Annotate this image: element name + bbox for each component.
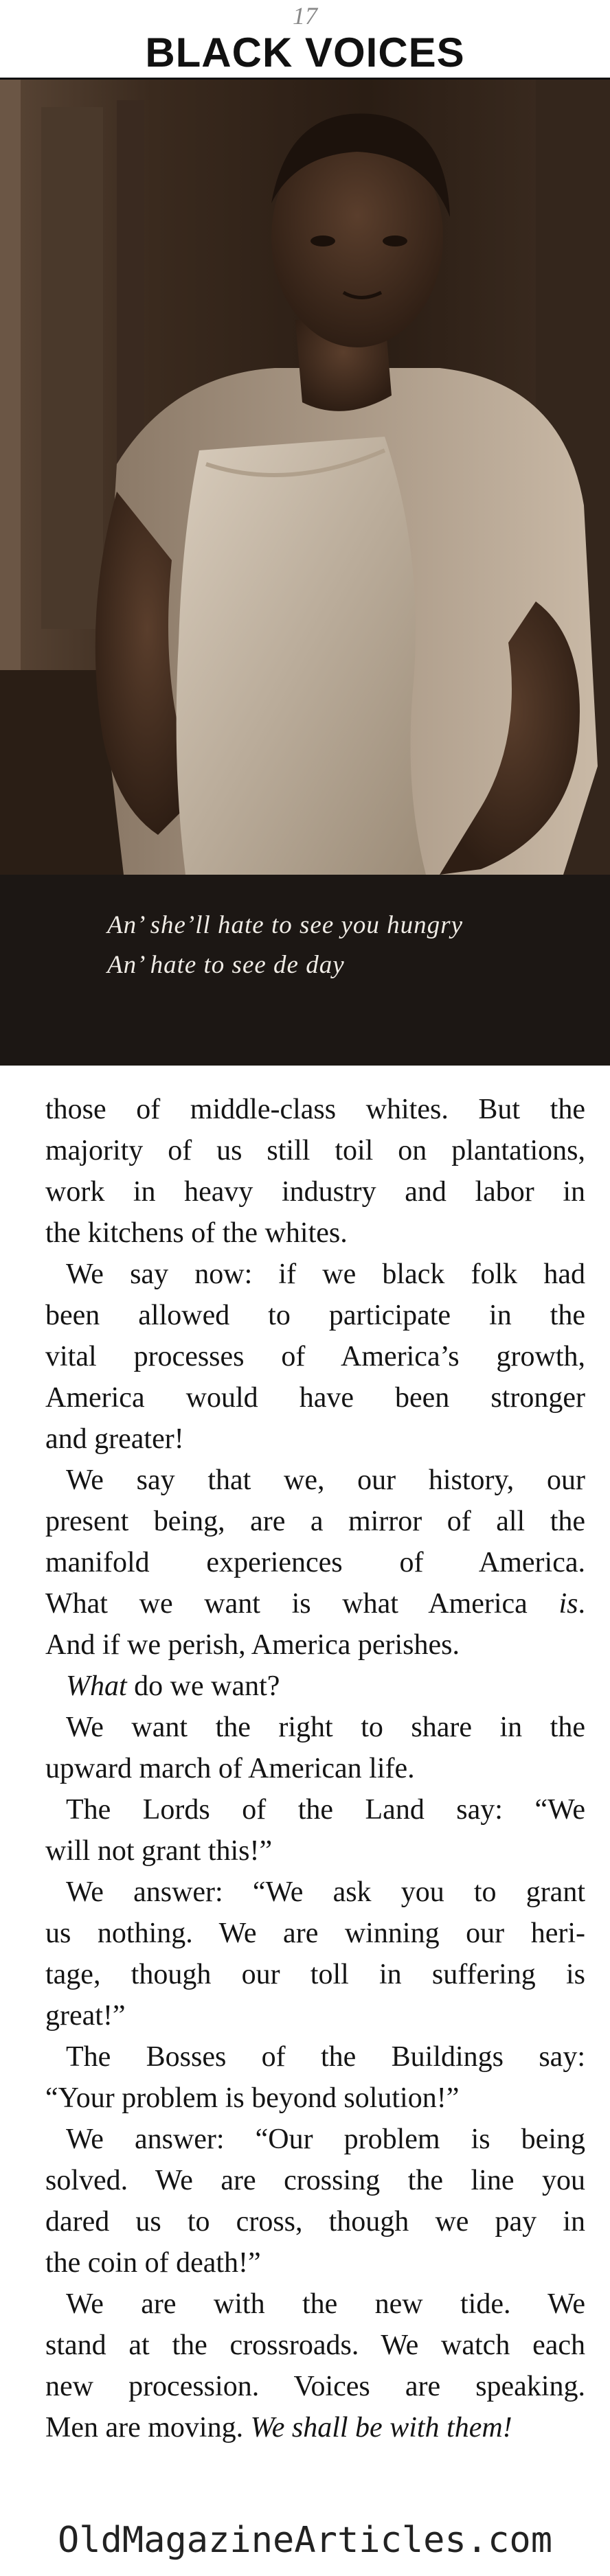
watermark: OldMagazineArticles.com [57, 2520, 553, 2561]
text-line: We want the right to share in the [66, 1712, 585, 1743]
text-line: We answer: “We ask you to grant [66, 1876, 585, 1908]
paragraph-7 [45, 1872, 585, 2036]
text-line [45, 1666, 585, 1707]
paragraph-3 [45, 1460, 585, 1666]
article-body [45, 1089, 585, 2448]
text-segment: Men are moving. [45, 2412, 251, 2443]
text-line: We answer: “Our problem is being [66, 2124, 585, 2155]
caption-line-1: An’ she’ll hate to see you hungry [107, 911, 463, 939]
text-line: vital processes of America’s growth, [45, 1341, 585, 1372]
paragraph-8 [45, 2036, 585, 2119]
text-line: present being, are a mirror of all the [45, 1506, 585, 1537]
page-number: 17 [293, 2, 317, 30]
text-line: solved. We are crossing the line you [45, 2165, 585, 2196]
text-segment: What we want is what America [45, 1588, 559, 1620]
photo-caption [0, 875, 610, 1066]
text-line: and greater! [45, 1423, 184, 1455]
paragraph-1 [45, 1089, 585, 1254]
text-line: manifold experiences of America. [45, 1547, 585, 1578]
text-line: The Lords of the Land say: “We [66, 1794, 585, 1826]
page-title: BLACK VOICES [0, 30, 610, 80]
text-segment: . [578, 1588, 585, 1620]
emphasis-text: What [66, 1670, 127, 1702]
paragraph-5 [45, 1707, 585, 1789]
paragraph-2 [45, 1254, 585, 1460]
text-line: us nothing. We are winning our heri- [45, 1918, 585, 1949]
text-line: the kitchens of the whites. [45, 1217, 348, 1249]
text-line [45, 2407, 585, 2448]
text-line: dared us to cross, though we pay in [45, 2206, 585, 2238]
text-line: America would have been stronger [45, 1382, 585, 1414]
text-line: will not grant this!” [45, 1835, 273, 1867]
text-line: the coin of death!” [45, 2247, 261, 2279]
text-line: majority of us still toil on plantations, [45, 1135, 585, 1166]
paragraph-9 [45, 2119, 585, 2284]
text-line: tage, though our toll in suffering is [45, 1959, 585, 1990]
text-line: been allowed to participate in the [45, 1300, 585, 1331]
paragraph-4 [45, 1666, 585, 1707]
text-line: new procession. Voices are speaking. [45, 2371, 585, 2402]
text-line: upward march of American life. [45, 1753, 415, 1784]
text-line: great!” [45, 2000, 126, 2032]
text-segment: do we want? [126, 1670, 280, 1702]
text-line: work in heavy industry and labor in [45, 1176, 585, 1208]
text-line [45, 1583, 585, 1624]
emphasis-text: We shall be with them! [250, 2412, 512, 2443]
text-line: We are with the new tide. We [66, 2288, 585, 2320]
text-line: We say that we, our history, our [66, 1464, 585, 1496]
text-line: The Bosses of the Buildings say: [66, 2041, 585, 2073]
text-line: And if we perish, America perishes. [45, 1629, 460, 1661]
paragraph-10 [45, 2284, 585, 2448]
emphasis-text: is [558, 1588, 578, 1620]
text-line: We say now: if we black folk had [66, 1258, 585, 1290]
text-line: stand at the crossroads. We watch each [45, 2330, 585, 2361]
paragraph-6 [45, 1789, 585, 1872]
text-line: those of middle-class whites. But the [45, 1094, 585, 1125]
caption-line-2: An’ hate to see de day [107, 951, 345, 979]
photo-woman-in-apron [0, 80, 610, 875]
text-line: “Your problem is beyond solution!” [45, 2082, 460, 2114]
